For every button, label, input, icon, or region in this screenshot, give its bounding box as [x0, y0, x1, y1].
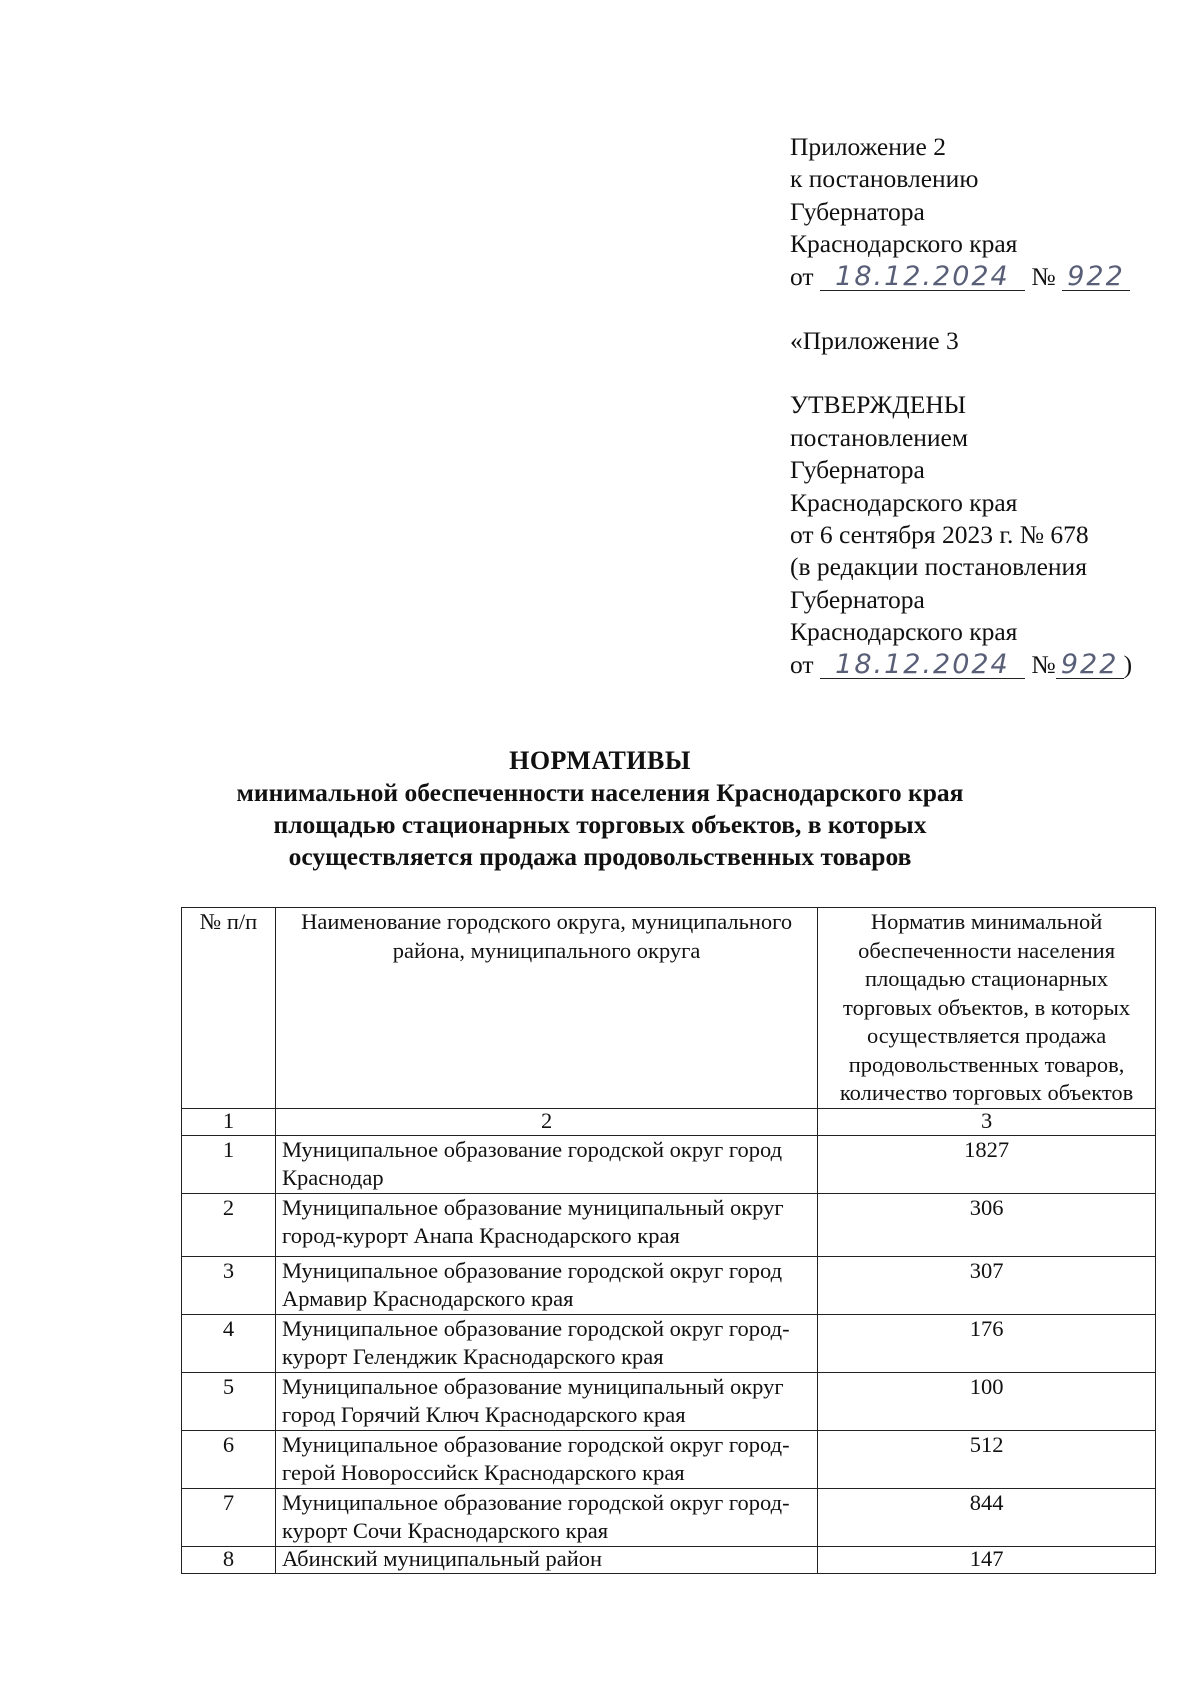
- approved-date-line: [790, 649, 1190, 681]
- document-title: [0, 745, 1200, 873]
- approved-line: Губернатора: [790, 455, 925, 485]
- appendix-line: к постановлению: [790, 164, 979, 194]
- appendix-header: [790, 131, 1190, 681]
- approved-line: от 6 сентября 2023 г. № 678: [790, 520, 1089, 550]
- handwritten-number: 922: [1062, 264, 1130, 291]
- row-number: 3: [182, 1256, 276, 1314]
- table-row: [182, 1256, 1156, 1314]
- quote-appendix: «Приложение 3: [790, 326, 959, 356]
- header-name: Наименование городского округа, муниципального района, муниципального округа: [276, 908, 818, 1109]
- appendix-line: Краснодарского края: [790, 229, 1018, 259]
- header-norm: Норматив минимальной обеспеченности населения площадью стационарных торговых объектов, в которых осуществляется продажа продовольственных товаров, количество торговых объектов: [818, 908, 1156, 1109]
- row-value: 176: [818, 1314, 1156, 1372]
- table-row: [182, 1314, 1156, 1372]
- title-subline: площадью стационарных торговых объектов, в которых: [273, 810, 927, 839]
- row-number: 7: [182, 1488, 276, 1546]
- row-name: Абинский муниципальный район: [276, 1546, 818, 1573]
- approved-line: постановлением: [790, 422, 969, 452]
- row-name: Муниципальное образование муниципальный округ город Горячий Ключ Краснодарского края: [276, 1372, 818, 1430]
- row-value: 1827: [818, 1135, 1156, 1193]
- table-row: [182, 1193, 1156, 1256]
- row-name: Муниципальное образование городской округ город-герой Новороссийск Краснодарского края: [276, 1430, 818, 1488]
- table-row: [182, 1372, 1156, 1430]
- row-name: Муниципальное образование муниципальный округ город-курорт Анапа Краснодарского края: [276, 1193, 818, 1256]
- approved-line: Краснодарского края: [790, 487, 1018, 517]
- row-value: 512: [818, 1430, 1156, 1488]
- row-number: 6: [182, 1430, 276, 1488]
- row-name: Муниципальное образование городской округ город Армавир Краснодарского края: [276, 1256, 818, 1314]
- handwritten-number: 922: [1056, 652, 1124, 679]
- row-name: Муниципальное образование городской округ город Краснодар: [276, 1135, 818, 1193]
- appendix-date-line: [790, 261, 1190, 293]
- row-number: 4: [182, 1314, 276, 1372]
- row-number: 5: [182, 1372, 276, 1430]
- approved-line: Краснодарского края: [790, 617, 1018, 647]
- number-prefix: №: [1031, 261, 1056, 291]
- date-prefix: от: [790, 261, 814, 291]
- table-row: [182, 1546, 1156, 1573]
- appendix-line: Приложение 2: [790, 132, 946, 161]
- row-value: 100: [818, 1372, 1156, 1430]
- row-number: 8: [182, 1546, 276, 1573]
- column-index: 2: [276, 1108, 818, 1135]
- header-number: № п/п: [182, 908, 276, 1109]
- row-number: 2: [182, 1193, 276, 1256]
- approved-line: (в редакции постановления: [790, 552, 1087, 582]
- row-value: 307: [818, 1256, 1156, 1314]
- table-header-row: [182, 908, 1156, 1109]
- table-row: [182, 1135, 1156, 1193]
- date-prefix: от: [790, 649, 814, 679]
- table-row: [182, 1430, 1156, 1488]
- number-prefix: №: [1031, 649, 1056, 679]
- row-number: 1: [182, 1135, 276, 1193]
- title-subline: осуществляется продажа продовольственных товаров: [288, 842, 912, 871]
- column-index-row: [182, 1108, 1156, 1135]
- column-index: 1: [182, 1108, 276, 1135]
- approved-line: Губернатора: [790, 584, 925, 614]
- column-index: 3: [818, 1108, 1156, 1135]
- row-value: 844: [818, 1488, 1156, 1546]
- row-name: Муниципальное образование городской округ город-курорт Сочи Краснодарского края: [276, 1488, 818, 1546]
- norms-table: [181, 907, 1156, 1574]
- appendix-line: Губернатора: [790, 196, 925, 226]
- row-value: 147: [818, 1546, 1156, 1573]
- table-row: [182, 1488, 1156, 1546]
- title-subline: минимальной обеспеченности населения Краснодарского края: [236, 778, 964, 807]
- handwritten-date: 18.12.2024: [820, 652, 1025, 679]
- handwritten-date: 18.12.2024: [820, 264, 1025, 291]
- approved-heading: УТВЕРЖДЕНЫ: [790, 390, 966, 420]
- row-name: Муниципальное образование городской округ город-курорт Геленджик Краснодарского края: [276, 1314, 818, 1372]
- closing-paren: ): [1123, 649, 1133, 679]
- title-main: НОРМАТИВЫ: [509, 746, 691, 775]
- row-value: 306: [818, 1193, 1156, 1256]
